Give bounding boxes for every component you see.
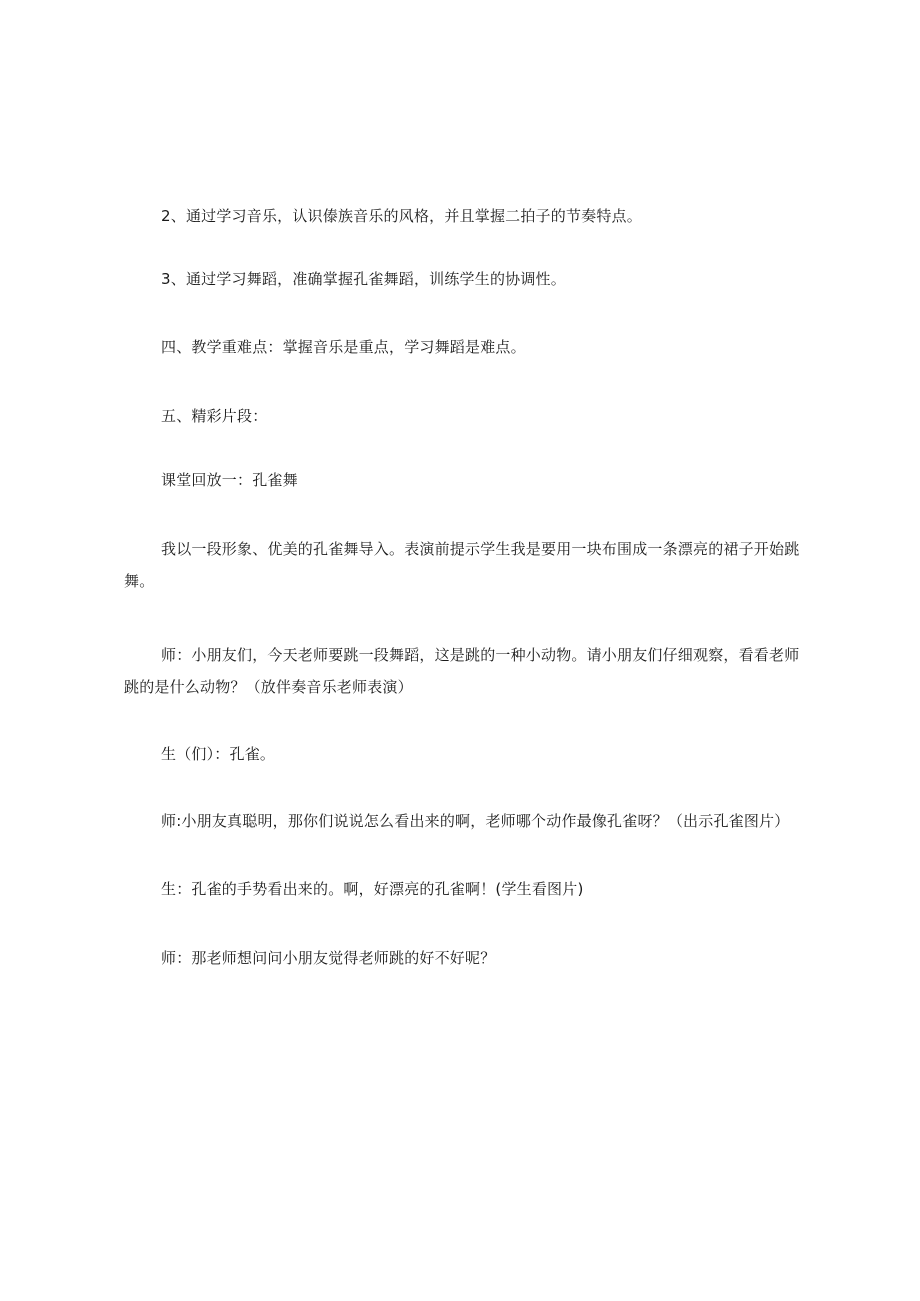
student-line-2: 生：孔雀的手势看出来的。啊，好漂亮的孔雀啊！(学生看图片) [161,880,584,898]
teacher-line-1: 师：小朋友们，今天老师要跳一段舞蹈，这是跳的一种小动物。请小朋友们仔细观察，看看老师跳的是什么动物？（放伴奏音乐老师表演） [124,646,800,696]
objective-2-paragraph: 2、通过学习音乐，认识傣族音乐的风格，并且掌握二拍子的节奏特点。 [161,207,642,225]
classroom-replay-heading: 课堂回放一：孔雀舞 [161,471,298,489]
objective-3-paragraph: 3、通过学习舞蹈，准确掌握孔雀舞蹈，训练学生的协调性。 [161,270,566,288]
key-difficulty-heading: 四、教学重难点：掌握音乐是重点，学习舞蹈是难点。 [161,338,526,356]
student-line-1: 生（们）：孔雀。 [161,745,276,763]
intro-paragraph: 我以一段形象、优美的孔雀舞导入。表演前提示学生我是要用一块布围成一条漂亮的裙子开始跳舞。 [124,540,800,590]
teacher-line-2: 师:小朋友真聪明，那你们说说怎么看出来的啊，老师哪个动作最像孔雀呀？（出示孔雀图片） [161,812,790,830]
teacher-line-3: 师：那老师想问问小朋友觉得老师跳的好不好呢？ [161,949,496,967]
highlights-heading: 五、精彩片段： [161,407,268,425]
